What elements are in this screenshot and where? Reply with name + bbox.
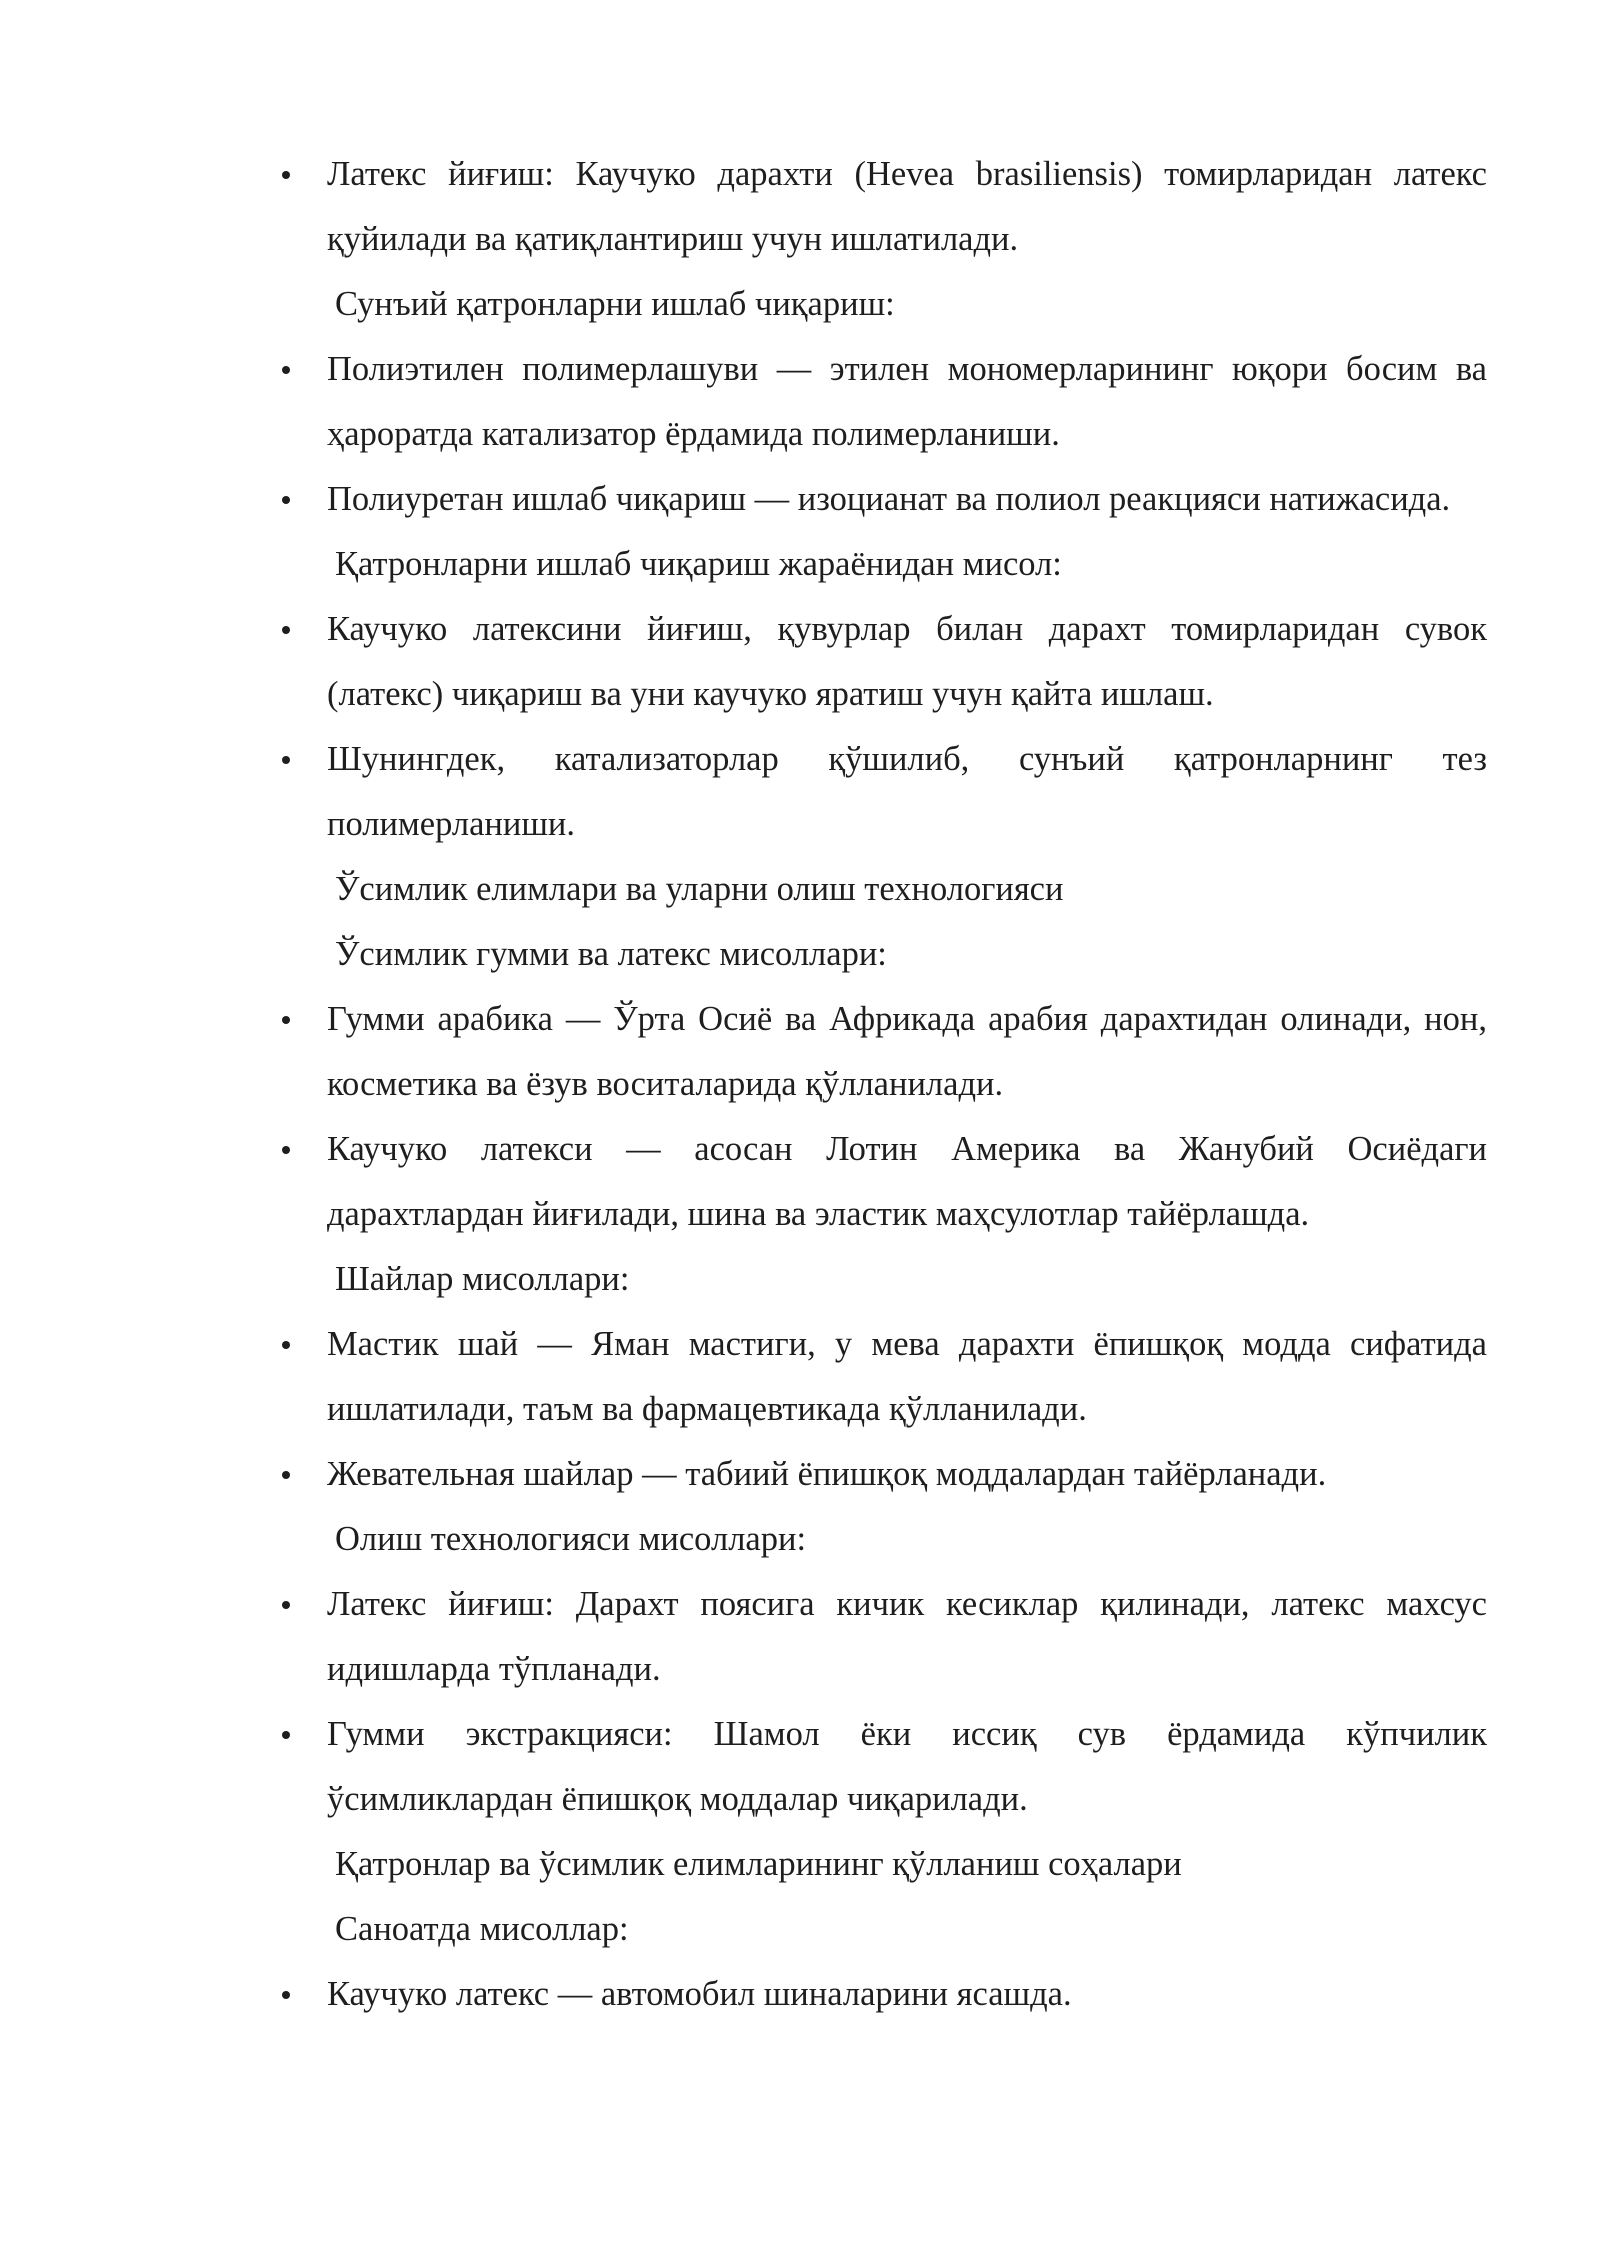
list-item: Полиэтилен полимерлашуви — этилен мономерларининг юқори босим ва ҳароратда катализатор ёрдамида полимерланиши. [327, 337, 1487, 467]
section-line: Шайлар мисоллари: [335, 1260, 630, 1298]
document-body [327, 142, 1487, 2027]
list-item: Мастик шай — Яман мастиги, у мева дарахти ёпишқоқ модда сифатида ишлатилади, таъм ва фармацевтикада қўлланилади. [327, 1312, 1487, 1442]
list-item: Латекс йиғиш: Каучуко дарахти (Hevea brasiliensis) томирларидан латекс қуйилади ва қатиқлантириш учун ишлатилади. [327, 142, 1487, 272]
list-item: Полиуретан ишлаб чиқариш — изоцианат ва полиол реакцияси натижасида. [327, 467, 1487, 532]
section-line: Саноатда мисоллар: [335, 1910, 629, 1948]
section-line: Қатронларни ишлаб чиқариш жараёнидан мисол: [335, 545, 1062, 583]
list-item: Жевательная шайлар — табиий ёпишқоқ моддалардан тайёрланади. [327, 1442, 1487, 1507]
list-item: Гумми экстракцияси: Шамол ёки иссиқ сув ёрдамида кўпчилик ўсимликлардан ёпишқоқ моддалар чиқарилади. [327, 1702, 1487, 1832]
list-item: Гумми арабика — Ўрта Осиё ва Африкада арабия дарахтидан олинади, нон, косметика ва ёзув воситаларида қўлланилади. [327, 987, 1487, 1117]
section-line: Олиш технологияси мисоллари: [335, 1520, 807, 1558]
section-heading: Қатронлар ва ўсимлик елимларининг қўлланиш соҳалари [335, 1845, 1182, 1883]
list-item: Каучуко латекс — автомобил шиналарини ясашда. [327, 1962, 1487, 2027]
section-line: Сунъий қатронларни ишлаб чиқариш: [335, 285, 895, 323]
list-item: Каучуко латексини йиғиш, қувурлар билан дарахт томирларидан сувок (латекс) чиқариш ва уни каучуко яратиш учун қайта ишлаш. [327, 597, 1487, 727]
list-item: Каучуко латекси — асосан Лотин Америка ва Жанубий Осиёдаги дарахтлардан йиғилади, шина ва эластик маҳсулотлар тайёрлашда. [327, 1117, 1487, 1247]
list-item: Латекс йиғиш: Дарахт поясига кичик кесиклар қилинади, латекс махсус идишларда тўпланади. [327, 1572, 1487, 1702]
section-heading: Ўсимлик елимлари ва уларни олиш технологияси [335, 870, 1064, 908]
section-line: Ўсимлик гумми ва латекс мисоллари: [335, 935, 887, 973]
list-item: Шунингдек, катализаторлар қўшилиб, сунъий қатронларнинг тез полимерланиши. [327, 727, 1487, 857]
